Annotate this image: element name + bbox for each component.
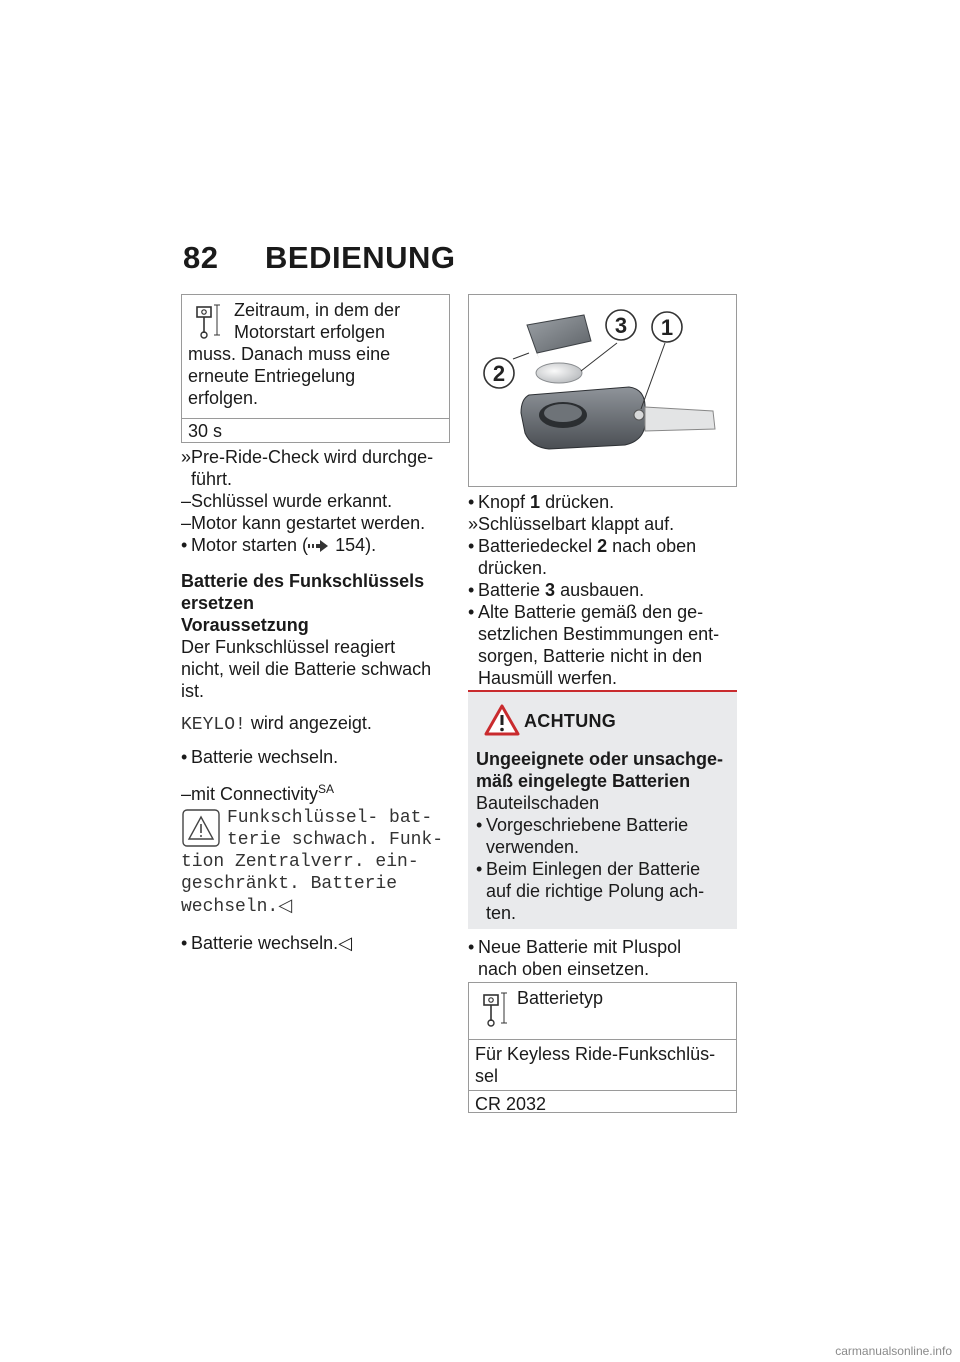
bullet-item-cont: sorgen, Batterie nicht in den (478, 646, 703, 666)
page-number: 82 (183, 240, 219, 275)
display-message-block (181, 807, 456, 918)
callout-label: 3 (614, 313, 628, 338)
warning-consequence: Bauteilschaden (476, 793, 600, 813)
key-battery-figure (468, 294, 737, 487)
result-item: »Pre-Ride-Check wird durchge- (181, 447, 434, 467)
time-spec-value: 30 s (182, 418, 449, 443)
time-spec-line: muss. Danach muss eine (188, 344, 391, 364)
dash-item: –mit Connectivity$^{SA}$ (181, 782, 335, 804)
battery-cover-shape (527, 315, 591, 359)
warning-item-cont: auf die richtige Polung ach- (486, 881, 705, 901)
bullet-item: • Neue Batterie mit Pluspol (468, 937, 682, 957)
warning-box (468, 690, 737, 929)
time-spec-line: erfolgen. (188, 388, 259, 408)
display-message-line: wechseln.◁ (181, 895, 293, 917)
battery-type-label: Batterietyp (517, 988, 604, 1008)
paragraph-line: Der Funkschlüssel reagiert (181, 637, 396, 657)
callout-label: 2 (492, 361, 506, 386)
time-spec-table (181, 294, 450, 443)
page-reference-arrow-icon (308, 536, 330, 558)
left-text-block (181, 446, 456, 955)
section-title: BEDIENUNG (265, 240, 456, 275)
warning-triangle-icon (484, 704, 524, 738)
section-heading: ersetzen (181, 593, 255, 613)
battery-type-table (468, 982, 737, 1113)
bullet-item: • Batteriedeckel 2 nach oben (468, 536, 697, 556)
bullet-item: • Batterie 3 ausbauen. (468, 580, 645, 600)
bullet-item: • Batterie wechseln.◁ (181, 933, 352, 954)
final-step (468, 936, 743, 980)
page-header (183, 240, 456, 276)
watermark: carmanualsonline.info (835, 1344, 952, 1358)
callout-1 (652, 312, 682, 342)
engine-piston-icon (475, 987, 517, 1031)
dash-item: –Schlüssel wurde erkannt. (181, 491, 393, 511)
engine-piston-icon (188, 299, 234, 343)
sa-superscript: SA (318, 782, 335, 796)
time-spec-description (182, 295, 449, 418)
result-marker: » (181, 447, 192, 467)
right-steps (468, 491, 743, 689)
end-of-section-mark: ◁ (278, 895, 293, 916)
warning-item: • Beim Einlegen der Batterie (476, 859, 701, 879)
callout-2 (484, 358, 514, 388)
bullet-item: • Motor starten ( 154). (181, 534, 456, 558)
time-spec-line: erneute Entriegelung (188, 366, 356, 386)
key-body-shape (521, 387, 715, 449)
display-code: KEYLO! (181, 715, 246, 735)
time-spec-line: Zeitraum, in dem der (234, 300, 401, 320)
bullet-item-cont: Hausmüll werfen. (478, 668, 618, 688)
battery-type-row: Für Keyless Ride-Funkschlüs- sel (469, 1039, 736, 1090)
result-item-cont: führt. (191, 469, 233, 489)
callout-3 (606, 310, 636, 340)
bullet-item-cont: nach oben einsetzen. (478, 959, 650, 979)
warning-heading: mäß eingelegte Batterien (476, 771, 691, 791)
coin-battery-shape (536, 363, 582, 383)
display-message-line: KEYLO! wird angezeigt. (181, 713, 372, 735)
battery-type-header (469, 983, 736, 1039)
display-message-line: Funkschlüssel- bat- (227, 808, 433, 828)
bullet-item-cont: setzlichen Bestimmungen ent- (478, 624, 720, 644)
bullet-item: • Knopf 1 drücken. (468, 492, 615, 512)
result-item: »Schlüsselbart klappt auf. (468, 514, 675, 534)
dash-item: –Motor kann gestartet werden. (181, 513, 426, 533)
display-message-line: geschränkt. Batterie (181, 874, 398, 894)
bullet-item: • Batterie wechseln. (181, 747, 339, 767)
display-message-line: terie schwach. Funk- (227, 830, 444, 850)
paragraph-line: ist. (181, 681, 205, 701)
warning-triangle-icon (181, 807, 227, 851)
warning-item-cont: verwenden. (486, 837, 580, 857)
display-message-line: tion Zentralverr. ein- (181, 852, 419, 872)
callout-label: 1 (660, 315, 674, 340)
paragraph-line: nicht, weil die Batterie schwach (181, 659, 432, 679)
warning-title: ACHTUNG (524, 711, 617, 731)
time-spec-line: Motorstart erfolgen (234, 322, 386, 342)
warning-heading: Ungeeignete oder unsachge- (476, 749, 724, 769)
battery-type-value: CR 2032 (469, 1090, 736, 1117)
end-of-section-mark: ◁ (338, 933, 352, 954)
warning-item: • Vorgeschriebene Batterie (476, 815, 689, 835)
bullet-item: • Alte Batterie gemäß den ge- (468, 602, 704, 622)
subheading: Voraussetzung (181, 615, 309, 635)
section-heading: Batterie des Funkschlüssels (181, 571, 425, 591)
bullet-item-cont: drücken. (478, 558, 548, 578)
warning-item-cont: ten. (486, 903, 517, 923)
